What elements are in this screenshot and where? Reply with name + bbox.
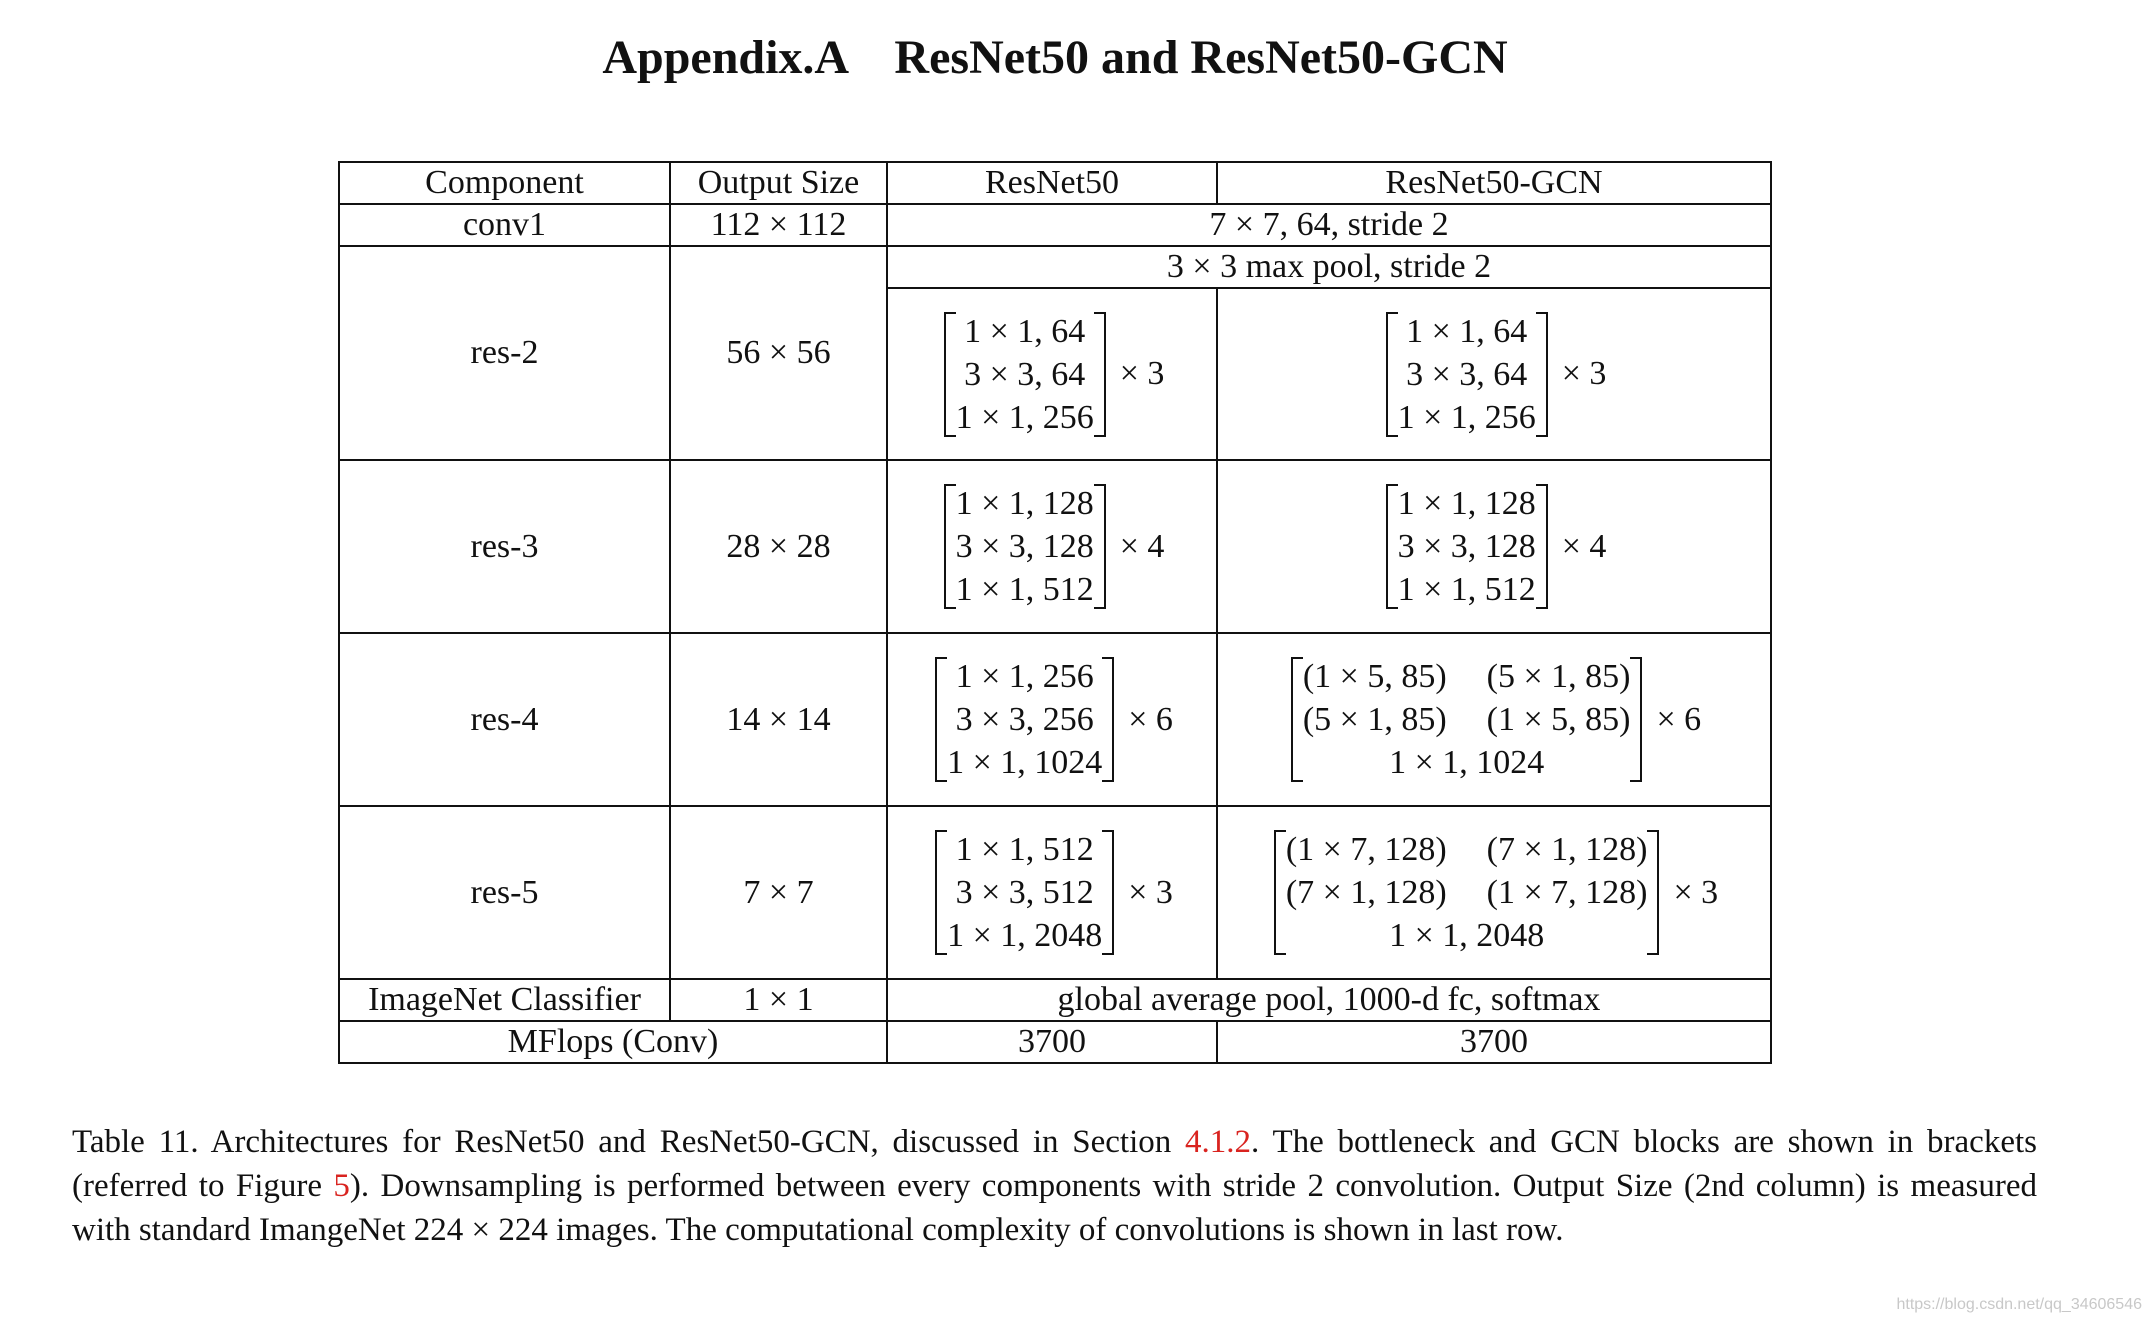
bracket-matrix bbox=[1386, 310, 1548, 439]
matrix-row: 1 × 1, 1024 bbox=[947, 744, 1103, 781]
matrix-row: 3 × 3, 512 bbox=[955, 874, 1094, 911]
repeat-count: × 3 bbox=[1561, 355, 1607, 392]
cell-output-size: 28 × 28 bbox=[670, 460, 887, 633]
cell-gcn-block bbox=[1217, 288, 1771, 460]
watermark: https://blog.csdn.net/qq_34606546 bbox=[1896, 1296, 2142, 1313]
matrix-cell: (1 × 5, 85) bbox=[1486, 701, 1631, 738]
matrix-row: 3 × 3, 64 bbox=[1406, 355, 1528, 393]
repeat-count: × 3 bbox=[1128, 873, 1173, 911]
cell-component: conv1 bbox=[339, 204, 670, 246]
matrix-cell: (1 × 7, 128) bbox=[1486, 874, 1648, 911]
table-row-classifier bbox=[339, 979, 1771, 1021]
cell-output-size: 14 × 14 bbox=[670, 633, 887, 806]
table-row-res5 bbox=[339, 806, 1771, 979]
figure-reference-link[interactable]: 5 bbox=[333, 1168, 350, 1204]
caption-text: ). Downsampling is performed between every components with stride 2 convolution. Output Size (2nd column) is measured with standard ImangeNet 224 × 224 images. The computational complexity of convolutions is shown in last row. bbox=[72, 1168, 2037, 1248]
bracket-matrix bbox=[1274, 828, 1660, 957]
header-component: Component bbox=[339, 162, 670, 204]
bracket-matrix bbox=[1291, 655, 1643, 784]
repeat-count: × 4 bbox=[1119, 527, 1165, 565]
cell-mflops-resnet50: 3700 bbox=[887, 1021, 1217, 1063]
matrix-cell: (5 × 1, 85) bbox=[1302, 701, 1447, 738]
matrix-cell: (7 × 1, 128) bbox=[1486, 831, 1648, 868]
matrix-row: 1 × 1, 64 bbox=[1406, 312, 1528, 350]
matrix-cell: 1 × 1, 1024 bbox=[1389, 744, 1545, 781]
cell-output-size: 112 × 112 bbox=[670, 204, 887, 246]
table-row-res4 bbox=[339, 633, 1771, 806]
cell-shared-spec: 7 × 7, 64, stride 2 bbox=[887, 204, 1771, 246]
bracket-matrix bbox=[1386, 482, 1548, 611]
architecture-table bbox=[338, 161, 1772, 1064]
matrix-cell: (5 × 1, 85) bbox=[1486, 658, 1631, 695]
cell-gcn-block bbox=[1217, 460, 1771, 633]
matrix-cell: 1 × 1, 2048 bbox=[1389, 917, 1545, 954]
cell-gcn-block bbox=[1217, 806, 1771, 979]
matrix-cell: (1 × 7, 128) bbox=[1285, 831, 1447, 868]
gcn-block bbox=[1287, 655, 1701, 784]
bottleneck-block bbox=[931, 655, 1173, 784]
bracket-matrix bbox=[935, 828, 1114, 957]
cell-mflops-gcn: 3700 bbox=[1217, 1021, 1771, 1063]
matrix-row: 1 × 1, 128 bbox=[1397, 485, 1536, 522]
header-output-size: Output Size bbox=[670, 162, 887, 204]
cell-component: res-5 bbox=[339, 806, 670, 979]
matrix-cell: (7 × 1, 128) bbox=[1285, 874, 1447, 911]
cell-resnet50-block bbox=[887, 806, 1217, 979]
matrix-row: 3 × 3, 64 bbox=[964, 355, 1086, 393]
header-row bbox=[339, 162, 1771, 204]
repeat-count: × 4 bbox=[1561, 527, 1607, 565]
cell-output-size: 7 × 7 bbox=[670, 806, 887, 979]
bottleneck-block bbox=[931, 828, 1173, 957]
matrix-row: 1 × 1, 512 bbox=[1397, 571, 1536, 608]
table-row-res2-pool bbox=[339, 246, 1771, 288]
caption-text: . The bottleneck and GCN blocks are shown in brackets (referred to Figure bbox=[72, 1124, 2037, 1204]
bottleneck-block bbox=[940, 310, 1165, 439]
repeat-count: × 6 bbox=[1128, 700, 1173, 738]
cell-mflops-label: MFlops (Conv) bbox=[339, 1021, 887, 1063]
cell-output-size: 56 × 56 bbox=[670, 246, 887, 460]
cell-output-size: 1 × 1 bbox=[670, 979, 887, 1021]
table-row-mflops bbox=[339, 1021, 1771, 1063]
cell-resnet50-block bbox=[887, 460, 1217, 633]
matrix-row: 1 × 1, 128 bbox=[955, 485, 1094, 522]
repeat-count: × 3 bbox=[1119, 355, 1165, 392]
header-resnet50: ResNet50 bbox=[887, 162, 1217, 204]
header-resnet50-gcn: ResNet50-GCN bbox=[1217, 162, 1771, 204]
gcn-block bbox=[1382, 482, 1607, 611]
caption-text: Table 11. Architectures for ResNet50 and ResNet50-GCN, discussed in Section bbox=[72, 1124, 1186, 1160]
repeat-count: × 3 bbox=[1673, 873, 1719, 911]
bracket-matrix bbox=[944, 310, 1106, 439]
gcn-block bbox=[1382, 310, 1607, 439]
matrix-row: 1 × 1, 256 bbox=[955, 658, 1094, 695]
cell-resnet50-block bbox=[887, 288, 1217, 460]
matrix-row: 1 × 1, 2048 bbox=[947, 917, 1103, 954]
bottleneck-block bbox=[940, 482, 1165, 611]
matrix-row: 1 × 1, 256 bbox=[955, 398, 1094, 436]
bracket-matrix bbox=[944, 482, 1106, 611]
matrix-row: 3 × 3, 128 bbox=[1397, 528, 1536, 565]
gcn-block bbox=[1270, 828, 1718, 957]
table-row-conv1 bbox=[339, 204, 1771, 246]
table-caption bbox=[72, 1120, 2037, 1252]
cell-component: res-4 bbox=[339, 633, 670, 806]
matrix-row: 1 × 1, 64 bbox=[964, 312, 1086, 350]
bracket-matrix bbox=[935, 655, 1114, 784]
cell-maxpool: 3 × 3 max pool, stride 2 bbox=[887, 246, 1771, 288]
matrix-row: 1 × 1, 256 bbox=[1397, 398, 1536, 436]
matrix-row: 1 × 1, 512 bbox=[955, 831, 1094, 868]
matrix-row: 3 × 3, 256 bbox=[955, 701, 1094, 738]
cell-resnet50-block bbox=[887, 633, 1217, 806]
repeat-count: × 6 bbox=[1656, 700, 1702, 738]
cell-shared-spec: global average pool, 1000-d fc, softmax bbox=[887, 979, 1771, 1021]
cell-component: res-3 bbox=[339, 460, 670, 633]
section-reference-link[interactable]: 4.1.2 bbox=[1185, 1124, 1252, 1160]
table-row-res3 bbox=[339, 460, 1771, 633]
cell-gcn-block bbox=[1217, 633, 1771, 806]
cell-component: res-2 bbox=[339, 246, 670, 460]
page-title: Appendix.A ResNet50 and ResNet50-GCN bbox=[602, 31, 1508, 84]
matrix-cell: (1 × 5, 85) bbox=[1302, 658, 1447, 695]
matrix-row: 1 × 1, 512 bbox=[955, 571, 1094, 608]
cell-component: ImageNet Classifier bbox=[339, 979, 670, 1021]
matrix-row: 3 × 3, 128 bbox=[955, 528, 1094, 565]
